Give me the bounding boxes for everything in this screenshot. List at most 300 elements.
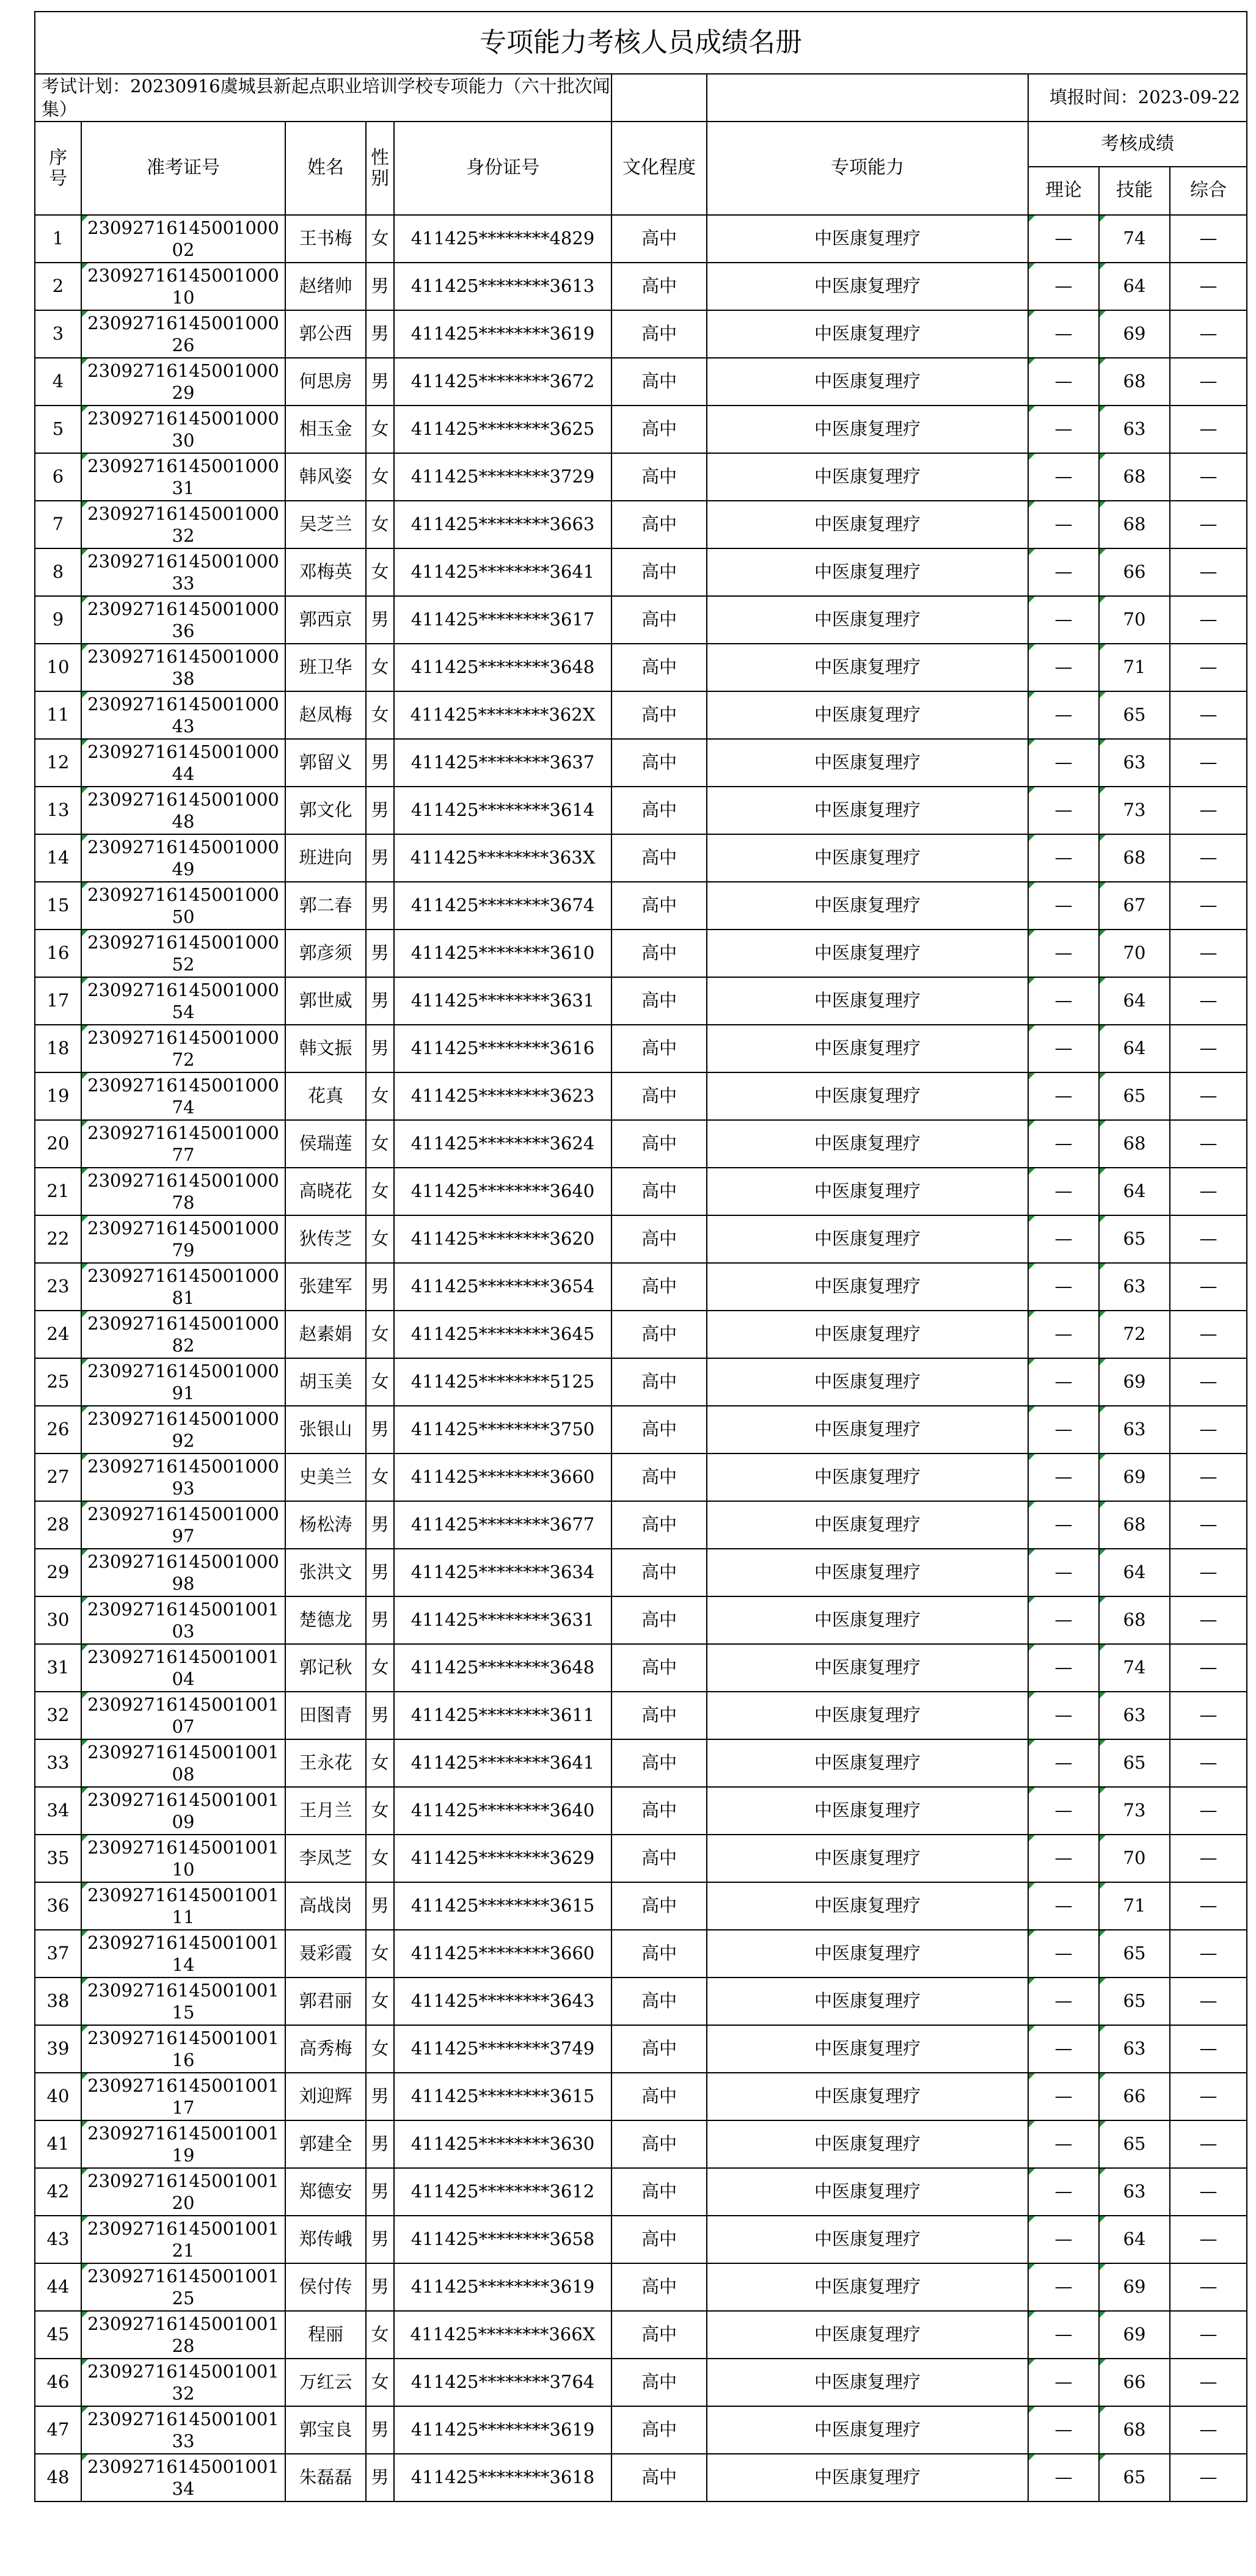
id-number-cell: 411425********3640: [394, 1168, 612, 1215]
table-row: [35, 2406, 1247, 2454]
seq-cell: 48: [35, 2454, 81, 2501]
theory-score-cell: —: [1028, 930, 1099, 977]
table-row: [35, 1406, 1247, 1454]
education-cell: 高中: [612, 1835, 707, 1882]
skill-cell: 中医康复理疗: [707, 1977, 1028, 2025]
tech-score-cell: 63: [1099, 406, 1170, 453]
skill-cell: 中医康复理疗: [707, 2025, 1028, 2073]
theory-score-cell: —: [1028, 1120, 1099, 1168]
name-cell: 张建军: [285, 1263, 366, 1311]
tech-score-cell: 70: [1099, 596, 1170, 644]
gender-cell: 男: [366, 1263, 394, 1311]
seq-cell: 28: [35, 1501, 81, 1549]
gender-cell: 男: [366, 2263, 394, 2311]
skill-cell: 中医康复理疗: [707, 1882, 1028, 1930]
gender-cell: 男: [366, 834, 394, 882]
gender-cell: 女: [366, 453, 394, 501]
skill-cell: 中医康复理疗: [707, 2073, 1028, 2120]
theory-score-cell: —: [1028, 977, 1099, 1025]
education-cell: 高中: [612, 2120, 707, 2168]
id-number-cell: 411425********4829: [394, 215, 612, 263]
total-score-cell: —: [1170, 1168, 1247, 1215]
total-score-cell: —: [1170, 2216, 1247, 2263]
skill-cell: 中医康复理疗: [707, 1263, 1028, 1311]
seq-cell: 30: [35, 1596, 81, 1644]
name-cell: 韩风姿: [285, 453, 366, 501]
id-number-cell: 411425********3658: [394, 2216, 612, 2263]
gender-cell: 女: [366, 1168, 394, 1215]
seq-cell: 39: [35, 2025, 81, 2073]
theory-score-cell: —: [1028, 2359, 1099, 2406]
ticket-number-cell: 2309271614500100110: [81, 1835, 285, 1882]
ticket-number-cell: 2309271614500100109: [81, 1787, 285, 1835]
skill-cell: 中医康复理疗: [707, 1215, 1028, 1263]
theory-score-cell: —: [1028, 1739, 1099, 1787]
id-number-cell: 411425********3610: [394, 930, 612, 977]
total-score-cell: —: [1170, 739, 1247, 787]
theory-score-cell: —: [1028, 1215, 1099, 1263]
table-row: [35, 882, 1247, 930]
id-number-cell: 411425********3640: [394, 1787, 612, 1835]
table-row: [35, 930, 1247, 977]
total-score-cell: —: [1170, 310, 1247, 358]
skill-cell: 中医康复理疗: [707, 406, 1028, 453]
skill-cell: 中医康复理疗: [707, 882, 1028, 930]
seq-cell: 37: [35, 1930, 81, 1977]
seq-cell: 38: [35, 1977, 81, 2025]
education-cell: 高中: [612, 1596, 707, 1644]
table-row: [35, 1215, 1247, 1263]
header-name: 姓名: [285, 122, 366, 215]
tech-score-cell: 71: [1099, 644, 1170, 691]
theory-score-cell: —: [1028, 501, 1099, 548]
skill-cell: 中医康复理疗: [707, 215, 1028, 263]
gender-cell: 女: [366, 1120, 394, 1168]
total-score-cell: —: [1170, 1311, 1247, 1358]
education-cell: 高中: [612, 548, 707, 596]
theory-score-cell: —: [1028, 1930, 1099, 1977]
education-cell: 高中: [612, 310, 707, 358]
name-cell: 程丽: [285, 2311, 366, 2359]
gender-cell: 女: [366, 1072, 394, 1120]
table-row: [35, 2073, 1247, 2120]
table-row: [35, 1596, 1247, 1644]
gender-cell: 男: [366, 1501, 394, 1549]
education-cell: 高中: [612, 1882, 707, 1930]
theory-score-cell: —: [1028, 1596, 1099, 1644]
total-score-cell: —: [1170, 2263, 1247, 2311]
theory-score-cell: —: [1028, 691, 1099, 739]
gender-cell: 女: [366, 1311, 394, 1358]
total-score-cell: —: [1170, 2025, 1247, 2073]
skill-cell: 中医康复理疗: [707, 1168, 1028, 1215]
name-cell: 郭君丽: [285, 1977, 366, 2025]
total-score-cell: —: [1170, 1692, 1247, 1739]
gender-cell: 女: [366, 215, 394, 263]
id-number-cell: 411425********3660: [394, 1454, 612, 1501]
theory-score-cell: —: [1028, 1501, 1099, 1549]
total-score-cell: —: [1170, 882, 1247, 930]
table-row: [35, 1739, 1247, 1787]
tech-score-cell: 65: [1099, 1215, 1170, 1263]
skill-cell: 中医康复理疗: [707, 977, 1028, 1025]
education-cell: 高中: [612, 1406, 707, 1454]
theory-score-cell: —: [1028, 358, 1099, 406]
table-row: [35, 1358, 1247, 1406]
gender-cell: 女: [366, 501, 394, 548]
name-cell: 郭建全: [285, 2120, 366, 2168]
name-cell: 高战岗: [285, 1882, 366, 1930]
ticket-number-cell: 2309271614500100074: [81, 1072, 285, 1120]
total-score-cell: —: [1170, 644, 1247, 691]
tech-score-cell: 67: [1099, 882, 1170, 930]
name-cell: 郑传峨: [285, 2216, 366, 2263]
education-cell: 高中: [612, 2073, 707, 2120]
seq-cell: 27: [35, 1454, 81, 1501]
name-cell: 高晓花: [285, 1168, 366, 1215]
education-cell: 高中: [612, 1454, 707, 1501]
table-row: [35, 1311, 1247, 1358]
ticket-number-cell: 2309271614500100032: [81, 501, 285, 548]
education-cell: 高中: [612, 215, 707, 263]
seq-cell: 32: [35, 1692, 81, 1739]
tech-score-cell: 68: [1099, 1120, 1170, 1168]
total-score-cell: —: [1170, 2311, 1247, 2359]
table-row: [35, 1501, 1247, 1549]
header-total: 综合: [1170, 167, 1247, 215]
table-row: [35, 2263, 1247, 2311]
skill-cell: 中医康复理疗: [707, 453, 1028, 501]
theory-score-cell: —: [1028, 263, 1099, 310]
education-cell: 高中: [612, 691, 707, 739]
name-cell: 吴芝兰: [285, 501, 366, 548]
id-number-cell: 411425********3617: [394, 596, 612, 644]
theory-score-cell: —: [1028, 2454, 1099, 2501]
tech-score-cell: 65: [1099, 1072, 1170, 1120]
id-number-cell: 411425********3641: [394, 548, 612, 596]
table-row: [35, 1120, 1247, 1168]
name-cell: 侯付传: [285, 2263, 366, 2311]
total-score-cell: —: [1170, 977, 1247, 1025]
seq-cell: 16: [35, 930, 81, 977]
name-cell: 班进向: [285, 834, 366, 882]
id-number-cell: 411425********3614: [394, 787, 612, 834]
id-number-cell: 411425********3637: [394, 739, 612, 787]
seq-cell: 20: [35, 1120, 81, 1168]
seq-cell: 18: [35, 1025, 81, 1072]
education-cell: 高中: [612, 1787, 707, 1835]
tech-score-cell: 64: [1099, 1025, 1170, 1072]
tech-score-cell: 65: [1099, 1930, 1170, 1977]
gender-cell: 女: [366, 1835, 394, 1882]
id-number-cell: 411425********5125: [394, 1358, 612, 1406]
gender-cell: 男: [366, 739, 394, 787]
name-cell: 相玉金: [285, 406, 366, 453]
seq-cell: 13: [35, 787, 81, 834]
skill-cell: 中医康复理疗: [707, 1454, 1028, 1501]
tech-score-cell: 71: [1099, 1882, 1170, 1930]
table-row: [35, 501, 1247, 548]
total-score-cell: —: [1170, 1072, 1247, 1120]
table-row: [35, 1072, 1247, 1120]
fill-date-text: 填报时间：2023-09-22: [1028, 74, 1247, 122]
total-score-cell: —: [1170, 1596, 1247, 1644]
education-cell: 高中: [612, 1644, 707, 1692]
gender-cell: 女: [366, 2025, 394, 2073]
skill-cell: 中医康复理疗: [707, 1596, 1028, 1644]
skill-cell: 中医康复理疗: [707, 2168, 1028, 2216]
education-cell: 高中: [612, 453, 707, 501]
skill-cell: 中医康复理疗: [707, 263, 1028, 310]
ticket-number-cell: 2309271614500100043: [81, 691, 285, 739]
gender-cell: 女: [366, 644, 394, 691]
tech-score-cell: 63: [1099, 2168, 1170, 2216]
name-cell: 郭西京: [285, 596, 366, 644]
id-number-cell: 411425********3625: [394, 406, 612, 453]
education-cell: 高中: [612, 930, 707, 977]
gender-cell: 男: [366, 1692, 394, 1739]
education-cell: 高中: [612, 2216, 707, 2263]
name-cell: 张洪文: [285, 1549, 366, 1596]
theory-score-cell: —: [1028, 1882, 1099, 1930]
theory-score-cell: —: [1028, 310, 1099, 358]
gender-cell: 男: [366, 977, 394, 1025]
theory-score-cell: —: [1028, 548, 1099, 596]
theory-score-cell: —: [1028, 1835, 1099, 1882]
name-cell: 万红云: [285, 2359, 366, 2406]
education-cell: 高中: [612, 834, 707, 882]
gender-cell: 女: [366, 1215, 394, 1263]
total-score-cell: —: [1170, 263, 1247, 310]
skill-cell: 中医康复理疗: [707, 501, 1028, 548]
theory-score-cell: —: [1028, 1025, 1099, 1072]
skill-cell: 中医康复理疗: [707, 2359, 1028, 2406]
total-score-cell: —: [1170, 2454, 1247, 2501]
skill-cell: 中医康复理疗: [707, 1025, 1028, 1072]
theory-score-cell: —: [1028, 406, 1099, 453]
theory-score-cell: —: [1028, 215, 1099, 263]
theory-score-cell: —: [1028, 2216, 1099, 2263]
tech-score-cell: 64: [1099, 2216, 1170, 2263]
id-number-cell: 411425********3629: [394, 1835, 612, 1882]
id-number-cell: 411425********362X: [394, 691, 612, 739]
name-cell: 王书梅: [285, 215, 366, 263]
table-row: [35, 1454, 1247, 1501]
ticket-number-cell: 2309271614500100050: [81, 882, 285, 930]
total-score-cell: —: [1170, 1454, 1247, 1501]
table-row: [35, 215, 1247, 263]
education-cell: 高中: [612, 2359, 707, 2406]
name-cell: 何思房: [285, 358, 366, 406]
name-cell: 花真: [285, 1072, 366, 1120]
education-cell: 高中: [612, 358, 707, 406]
skill-cell: 中医康复理疗: [707, 1072, 1028, 1120]
name-cell: 郭宝良: [285, 2406, 366, 2454]
tech-score-cell: 64: [1099, 1168, 1170, 1215]
theory-score-cell: —: [1028, 834, 1099, 882]
header-edu: 文化程度: [612, 122, 707, 215]
skill-cell: 中医康复理疗: [707, 1644, 1028, 1692]
name-cell: 刘迎辉: [285, 2073, 366, 2120]
header-seq: 序号: [35, 122, 81, 215]
gender-cell: 女: [366, 1930, 394, 1977]
ticket-number-cell: 2309271614500100098: [81, 1549, 285, 1596]
name-cell: 狄传芝: [285, 1215, 366, 1263]
theory-score-cell: —: [1028, 2073, 1099, 2120]
theory-score-cell: —: [1028, 2406, 1099, 2454]
ticket-number-cell: 2309271614500100072: [81, 1025, 285, 1072]
education-cell: 高中: [612, 2454, 707, 2501]
id-number-cell: 411425********3750: [394, 1406, 612, 1454]
id-number-cell: 411425********3672: [394, 358, 612, 406]
table-row: [35, 2359, 1247, 2406]
theory-score-cell: —: [1028, 2311, 1099, 2359]
table-row: [35, 1930, 1247, 1977]
education-cell: 高中: [612, 787, 707, 834]
id-number-cell: 411425********3674: [394, 882, 612, 930]
header-ticket: 准考证号: [81, 122, 285, 215]
seq-cell: 3: [35, 310, 81, 358]
ticket-number-cell: 2309271614500100029: [81, 358, 285, 406]
gender-cell: 男: [366, 1025, 394, 1072]
education-cell: 高中: [612, 977, 707, 1025]
table-row: [35, 548, 1247, 596]
name-cell: 王永花: [285, 1739, 366, 1787]
education-cell: 高中: [612, 882, 707, 930]
table-row: [35, 358, 1247, 406]
education-cell: 高中: [612, 406, 707, 453]
total-score-cell: —: [1170, 691, 1247, 739]
name-cell: 赵素娟: [285, 1311, 366, 1358]
theory-score-cell: —: [1028, 2168, 1099, 2216]
skill-cell: 中医康复理疗: [707, 739, 1028, 787]
total-score-cell: —: [1170, 501, 1247, 548]
seq-cell: 22: [35, 1215, 81, 1263]
total-score-cell: —: [1170, 1549, 1247, 1596]
education-cell: 高中: [612, 263, 707, 310]
education-cell: 高中: [612, 2025, 707, 2073]
tech-score-cell: 73: [1099, 787, 1170, 834]
name-cell: 郭留义: [285, 739, 366, 787]
table-row: [35, 596, 1247, 644]
ticket-number-cell: 2309271614500100116: [81, 2025, 285, 2073]
skill-cell: 中医康复理疗: [707, 930, 1028, 977]
skill-cell: 中医康复理疗: [707, 1120, 1028, 1168]
exam-plan-text: 考试计划：20230916虞城县新起点职业培训学校专项能力（六十批次闻集）: [35, 74, 612, 122]
seq-cell: 34: [35, 1787, 81, 1835]
total-score-cell: —: [1170, 1739, 1247, 1787]
education-cell: 高中: [612, 1072, 707, 1120]
tech-score-cell: 64: [1099, 1549, 1170, 1596]
theory-score-cell: —: [1028, 739, 1099, 787]
ticket-number-cell: 2309271614500100120: [81, 2168, 285, 2216]
theory-score-cell: —: [1028, 2025, 1099, 2073]
id-number-cell: 411425********3623: [394, 1072, 612, 1120]
name-cell: 楚德龙: [285, 1596, 366, 1644]
skill-cell: 中医康复理疗: [707, 2263, 1028, 2311]
tech-score-cell: 70: [1099, 1835, 1170, 1882]
seq-cell: 11: [35, 691, 81, 739]
name-cell: 郭彦须: [285, 930, 366, 977]
ticket-number-cell: 2309271614500100119: [81, 2120, 285, 2168]
table-row: [35, 1168, 1247, 1215]
seq-cell: 36: [35, 1882, 81, 1930]
skill-cell: 中医康复理疗: [707, 310, 1028, 358]
header-skill: 专项能力: [707, 122, 1028, 215]
seq-cell: 45: [35, 2311, 81, 2359]
name-cell: 郭记秋: [285, 1644, 366, 1692]
seq-cell: 1: [35, 215, 81, 263]
gender-cell: 女: [366, 1787, 394, 1835]
total-score-cell: —: [1170, 596, 1247, 644]
name-cell: 郭世威: [285, 977, 366, 1025]
id-number-cell: 411425********3729: [394, 453, 612, 501]
ticket-number-cell: 2309271614500100134: [81, 2454, 285, 2501]
theory-score-cell: —: [1028, 1644, 1099, 1692]
gender-cell: 女: [366, 406, 394, 453]
ticket-number-cell: 2309271614500100093: [81, 1454, 285, 1501]
table-row: [35, 1977, 1247, 2025]
id-number-cell: 411425********3660: [394, 1930, 612, 1977]
ticket-number-cell: 2309271614500100097: [81, 1501, 285, 1549]
skill-cell: 中医康复理疗: [707, 358, 1028, 406]
skill-cell: 中医康复理疗: [707, 2406, 1028, 2454]
id-number-cell: 411425********3645: [394, 1311, 612, 1358]
ticket-number-cell: 2309271614500100036: [81, 596, 285, 644]
total-score-cell: —: [1170, 1358, 1247, 1406]
table-row: [35, 1025, 1247, 1072]
skill-cell: 中医康复理疗: [707, 1739, 1028, 1787]
theory-score-cell: —: [1028, 1787, 1099, 1835]
theory-score-cell: —: [1028, 1072, 1099, 1120]
ticket-number-cell: 2309271614500100108: [81, 1739, 285, 1787]
table-row: [35, 691, 1247, 739]
header-gender: 性别: [366, 122, 394, 215]
tech-score-cell: 68: [1099, 2406, 1170, 2454]
seq-cell: 17: [35, 977, 81, 1025]
education-cell: 高中: [612, 1930, 707, 1977]
id-number-cell: 411425********3620: [394, 1215, 612, 1263]
ticket-number-cell: 2309271614500100128: [81, 2311, 285, 2359]
seq-cell: 5: [35, 406, 81, 453]
table-row: [35, 787, 1247, 834]
theory-score-cell: —: [1028, 1692, 1099, 1739]
name-cell: 高秀梅: [285, 2025, 366, 2073]
theory-score-cell: —: [1028, 2120, 1099, 2168]
seq-cell: 23: [35, 1263, 81, 1311]
tech-score-cell: 68: [1099, 1501, 1170, 1549]
skill-cell: 中医康复理疗: [707, 2120, 1028, 2168]
education-cell: 高中: [612, 2406, 707, 2454]
education-cell: 高中: [612, 1501, 707, 1549]
ticket-number-cell: 2309271614500100103: [81, 1596, 285, 1644]
id-number-cell: 411425********3630: [394, 2120, 612, 2168]
gender-cell: 女: [366, 1977, 394, 2025]
skill-cell: 中医康复理疗: [707, 834, 1028, 882]
education-cell: 高中: [612, 739, 707, 787]
id-number-cell: 411425********3619: [394, 2406, 612, 2454]
seq-cell: 14: [35, 834, 81, 882]
education-cell: 高中: [612, 1977, 707, 2025]
total-score-cell: —: [1170, 2168, 1247, 2216]
name-cell: 杨松涛: [285, 1501, 366, 1549]
tech-score-cell: 69: [1099, 1454, 1170, 1501]
tech-score-cell: 74: [1099, 1644, 1170, 1692]
theory-score-cell: —: [1028, 1454, 1099, 1501]
theory-score-cell: —: [1028, 1977, 1099, 2025]
seq-cell: 26: [35, 1406, 81, 1454]
seq-cell: 31: [35, 1644, 81, 1692]
